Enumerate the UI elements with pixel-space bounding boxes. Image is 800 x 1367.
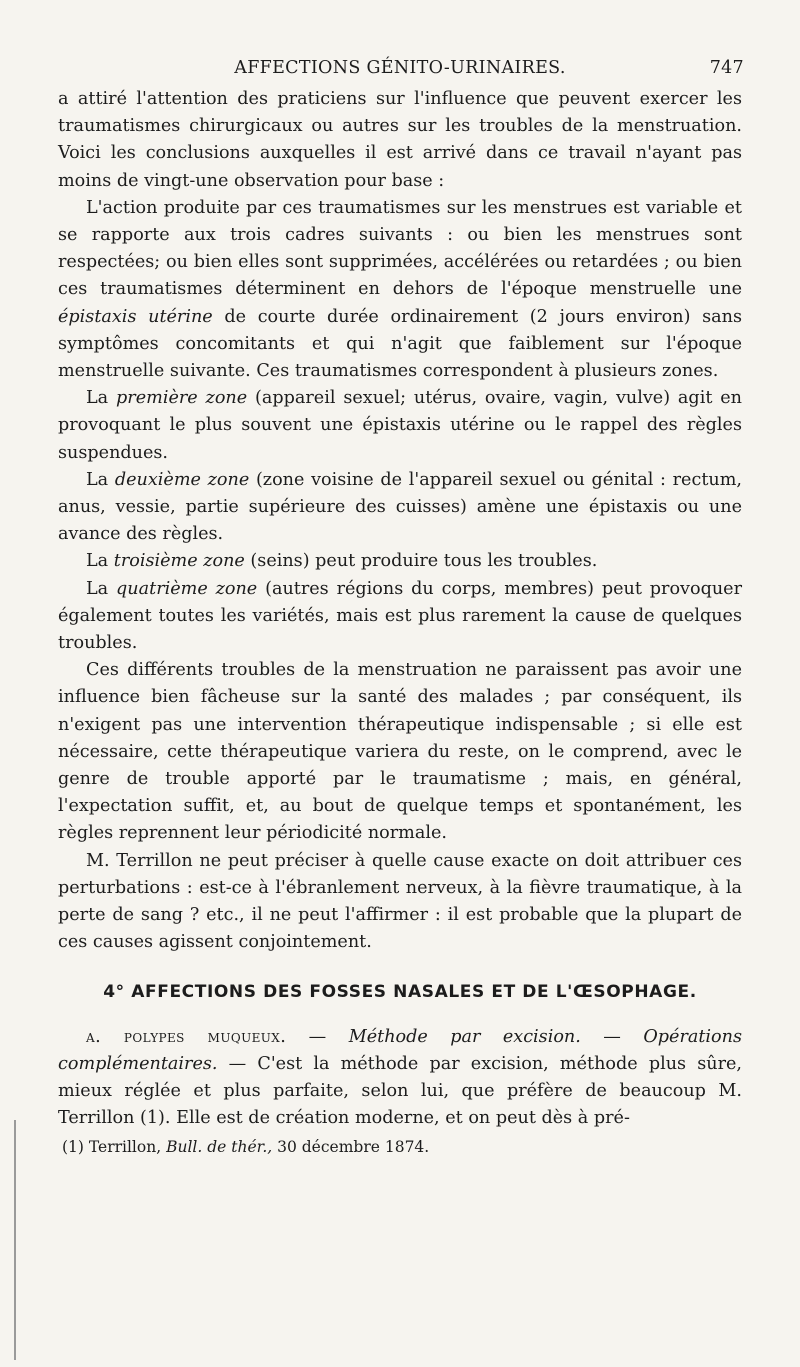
paragraph-7: Ces différents troubles de la menstruation ne paraissent pas avoir une influence bien fâcheuse sur la santé des malades ; par conséquent, ils n'exigent pas une intervention thérapeutique indispensable ; si elle est nécessaire, cette thérapeutique variera du reste, on le comprend, avec le genre de trouble apporté par le traumatisme ; mais, en général, l'expectation suffit, et, au bout de quelque temps et spontanément, les règles reprennent leur périodicité normale. — [58, 660, 742, 844]
margin-line — [14, 1120, 16, 1360]
running-title: AFFECTIONS GÉNITO-URINAIRES. — [234, 58, 566, 78]
section-heading: 4° AFFECTIONS DES FOSSES NASALES ET DE L'ŒSOPHAGE. — [103, 981, 697, 1002]
running-header — [60, 58, 744, 88]
paragraph-zone-2: La deuxième zone (zone voisine de l'appareil sexuel ou génital : rectum, anus, vessie, partie supérieure des cuisses) amène une épistaxis ou une avance des règles. — [58, 469, 743, 545]
paragraph-zone-1: La première zone (appareil sexuel; utérus, ovaire, vagin, vulve) agit en provoquant le plus souvent une épistaxis utérine ou le rappel des règles suspendues. — [58, 388, 742, 463]
footnote-source: Bull. de thér., — [166, 1137, 273, 1156]
page-number: 747 — [709, 58, 744, 78]
emphasis-term: quatrième zone — [116, 578, 258, 599]
paragraph-zone-3: La troisième zone (seins) peut produire tous les troubles. — [86, 551, 598, 572]
emphasis-term: Méthode par excision. — [348, 1026, 581, 1047]
paragraph-zone-4: La quatrième zone (autres régions du corps, membres) peut provoquer également toutes les variétés, mais est plus rarement la cause de quelques troubles. — [58, 578, 742, 654]
emphasis-term: première zone — [116, 388, 248, 409]
paragraph-2: L'action produite par ces traumatismes sur les menstrues est variable et se rapporte aux trois cadres suivants : ou bien les menstrues sont respectées; ou bien elles sont supprimées, accélérées ou retardées ; ou bien ces traumatismes déterminent en dehors de l'époque menstruelle une épistaxis utérine de courte durée ordinairement (2 jours environ) sans symptômes concomitants et qui n'agit que faiblement sur l'époque menstruelle suivante. Ces traumatismes correspondent à plusieurs zones. — [58, 197, 742, 382]
emphasis-term: deuxième zone — [114, 469, 250, 490]
footnote: (1) Terrillon, Bull. de thér., 30 décembre 1874. — [62, 1137, 430, 1156]
emphasis-term: épistaxis utérine — [58, 306, 213, 327]
emphasis-term: Opérations complémentaires. — [58, 1026, 743, 1074]
paragraph-1: a attiré l'attention des praticiens sur l'influence que peuvent exercer les traumatismes chirurgicaux ou autres sur les troubles de la menstruation. Voici les conclusions auxquelles il est arrivé dans ce travail n'ayant pas moins de vingt-une observation pour base : — [58, 89, 742, 191]
body-text — [58, 86, 742, 1159]
subsection-label: a. polypes muqueux. — [86, 1026, 287, 1047]
paragraph-9: a. polypes muqueux. — Méthode par excision. — Opérations complémentaires. — C'est la méthode par excision, méthode plus sûre, mieux réglée et plus parfaite, selon lui, que préfère de beaucoup M. Terrillon (1). Elle est de création moderne, et on peut dès à pré- — [58, 1026, 743, 1129]
paragraph-8: M. Terrillon ne peut préciser à quelle cause exacte on doit attribuer ces perturbations : est-ce à l'ébranlement nerveux, à la fièvre traumatique, à la perte de sang ? etc., il ne peut l'affirmer : il est probable que la plupart de ces causes agissent conjointement. — [58, 850, 742, 953]
emphasis-term: troisième zone — [113, 551, 245, 572]
